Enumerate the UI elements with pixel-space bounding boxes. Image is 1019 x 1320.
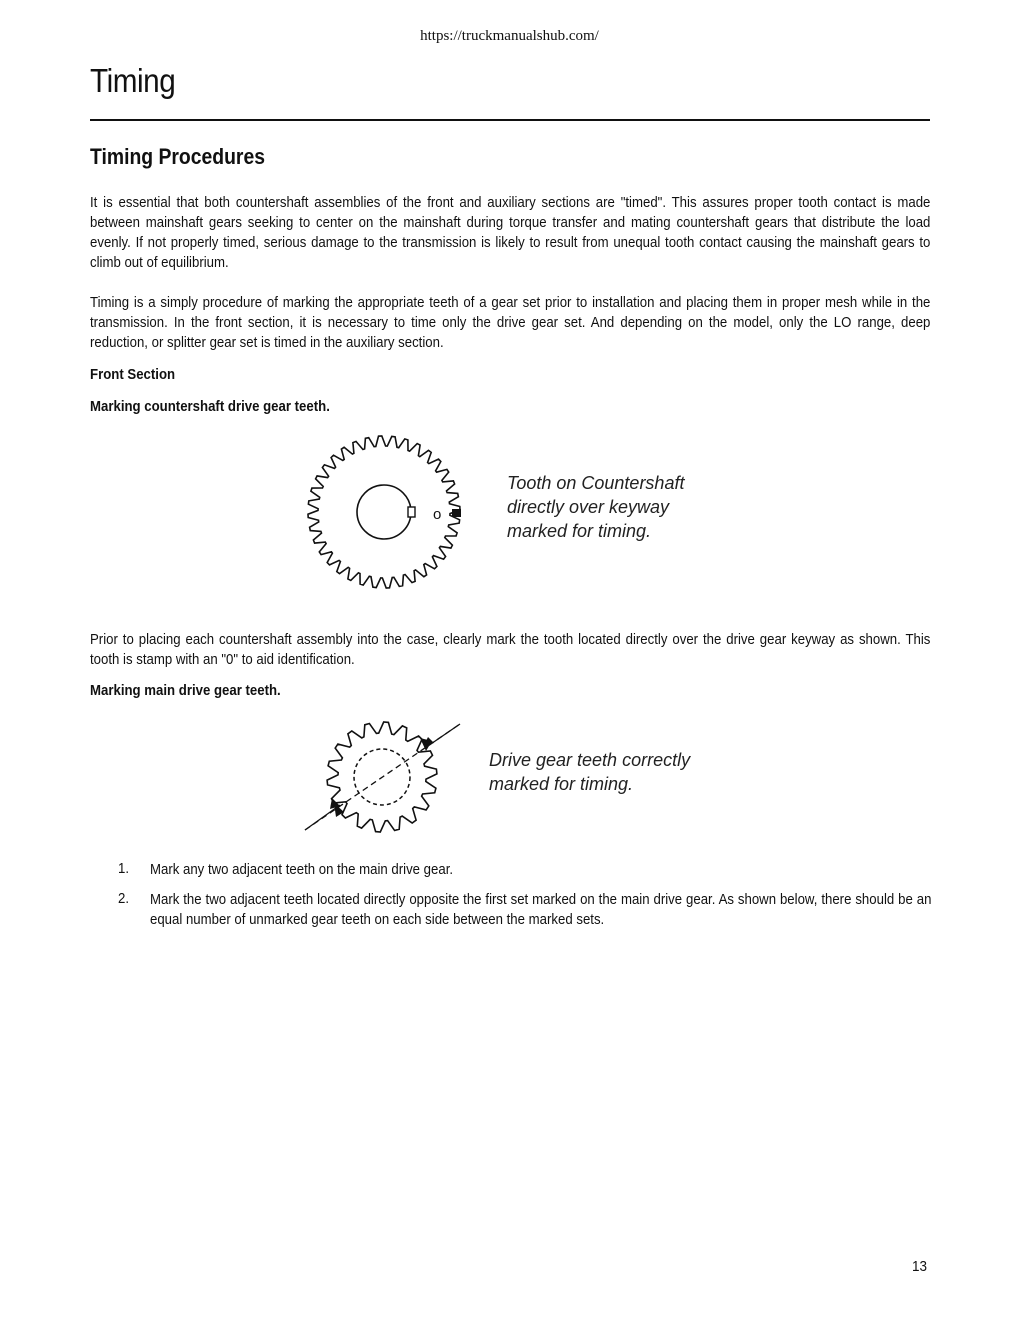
alignment-arrow-right <box>425 724 460 748</box>
countershaft-figure-caption: Tooth on Countershaft directly over keyway marked for timing. <box>507 473 685 541</box>
step-1-number: 1. <box>118 860 130 877</box>
alignment-arrow-left <box>305 805 340 830</box>
countershaft-bore <box>357 485 411 539</box>
countershaft-gear-figure <box>300 430 470 595</box>
countershaft-gear-illustration <box>300 430 470 595</box>
main-drive-gear-figure <box>300 715 470 840</box>
main-drive-subheading: Marking main drive gear teeth. <box>90 682 281 699</box>
step-2-text: Mark the two adjacent teeth located directly opposite the first set marked on the main drive gear. As shown below, there should be an equal number of unmarked gear teeth on each side between the marked sets. <box>150 891 932 928</box>
marking-paragraph: Prior to placing each countershaft assembly into the case, clearly mark the tooth located directly over the drive gear keyway as shown. This tooth is stamp with an "0" to aid identification. <box>90 631 931 668</box>
marked-tooth <box>452 509 461 517</box>
main-drive-gear-illustration <box>300 715 470 840</box>
title-divider <box>90 119 930 121</box>
section-heading: Timing Procedures <box>90 144 266 169</box>
timing-o-mark: o <box>433 506 442 523</box>
keyway-notch <box>408 507 415 517</box>
step-2-number: 2. <box>118 890 130 907</box>
intro-paragraph: It is essential that both countershaft assemblies of the front and auxiliary sections are "timed". This assures proper tooth contact is made between mainshaft gears seeking to center on the mainshaft during torque transfer and mating countershaft gears that distribute the load evenly. If not properly timed, serious damage to the transmission is likely to result from unequal tooth contact causing the mainshaft gears to climb out of equilibrium. <box>90 194 931 271</box>
main-drive-figure-caption: Drive gear teeth correctly marked for timing. <box>489 750 691 794</box>
page-number: 13 <box>912 1258 928 1275</box>
step-1-text: Mark any two adjacent teeth on the main drive gear. <box>150 861 454 878</box>
source-url[interactable]: https://truckmanualshub.com/ <box>420 28 599 44</box>
countershaft-subheading: Marking countershaft drive gear teeth. <box>90 398 330 415</box>
timing-paragraph: Timing is a simply procedure of marking the appropriate teeth of a gear set prior to installation and placing them in proper mesh while in the transmission. In the front section, it is necessary to time only the drive gear set. And depending on the model, only the LO range, deep reduction, or splitter gear set is timed in the auxiliary section. <box>90 294 931 351</box>
front-section-heading: Front Section <box>90 366 176 383</box>
page-title: Timing <box>90 62 176 99</box>
